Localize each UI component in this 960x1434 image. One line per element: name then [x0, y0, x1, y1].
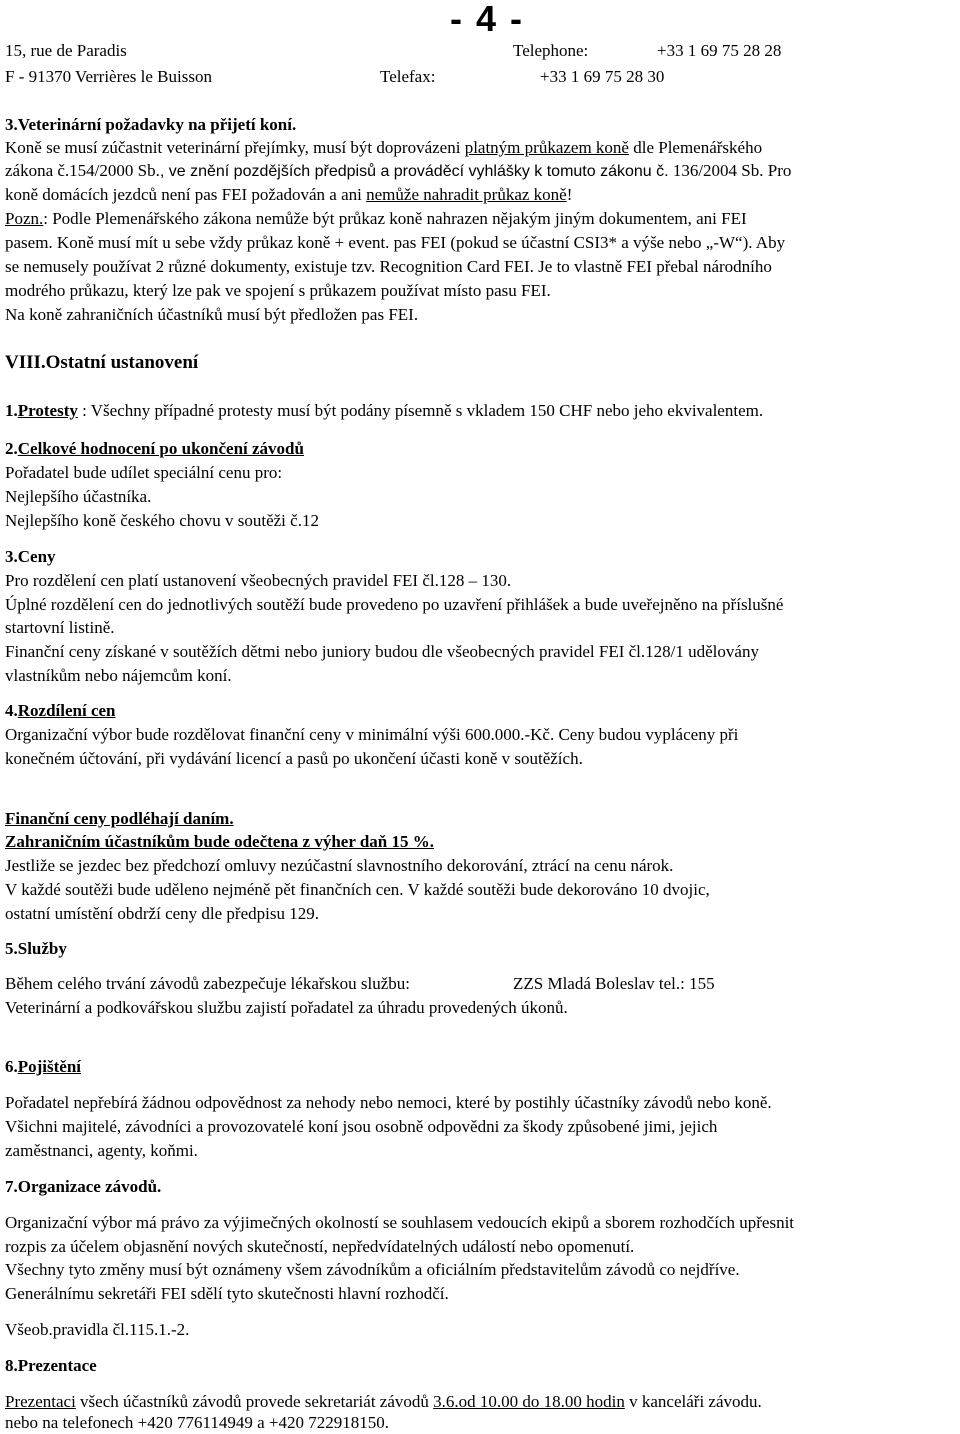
page-number: - 4 - — [450, 0, 525, 39]
protesty-line — [5, 400, 763, 422]
hodnoceni-line-2: Nejlepšího účastníka. — [5, 487, 152, 506]
rozdileni-num: 4. — [5, 701, 18, 720]
vet-line-8: Na koně zahraničních účastníků musí být předložen pas FEI. — [5, 305, 419, 324]
dane-line-5: ostatní umístění obdrží ceny dle předpisu 129. — [5, 904, 319, 923]
rozdileni-line-1: Organizační výbor bude rozdělovat finanční ceny v minimální výši 600.000.-Kč. Ceny budou vypláceny při — [5, 725, 739, 744]
prezentace-line-1d: v kanceláři závodu. — [624, 1392, 762, 1411]
pojisteni-heading — [5, 1056, 81, 1078]
vet-line-4b: : Podle Plemenářského zákona nemůže být průkaz koně nahrazen nějakým jiným dokumentem, ani FEI — [43, 209, 747, 228]
ceny-heading: 3.Ceny — [5, 547, 56, 566]
sluzby-line-1b: ZZS Mladá Boleslav tel.: 155 — [513, 974, 715, 993]
prezentace-line-1 — [5, 1391, 762, 1413]
vet-line-3c: ! — [566, 185, 573, 204]
dane-line-1: Finanční ceny podléhají daním. — [5, 809, 234, 828]
section-vet-heading: 3.Veterinární požadavky na přijetí koní. — [5, 115, 297, 134]
section-viii-heading: VIII.Ostatní ustanovení — [5, 352, 199, 373]
header-address-line2: F - 91370 Verrières le Buisson — [5, 67, 212, 86]
ceny-line-1: Pro rozdělení cen platí ustanovení všeobecných pravidel FEI čl.128 – 130. — [5, 571, 512, 590]
hodnoceni-line-1: Pořadatel bude udílet speciální cenu pro: — [5, 463, 283, 482]
vet-line-2c: 136/2004 Sb. Pro — [668, 161, 792, 180]
sluzby-heading: 5.Služby — [5, 939, 67, 958]
header-phone-label: Telephone: — [513, 41, 589, 60]
pojisteni-line-1: Pořadatel nepřebírá žádnou odpovědnost za nehody nebo nemoci, které by postihly účastníky závodů nebo koně. — [5, 1093, 772, 1112]
header-phone: +33 1 69 75 28 28 — [657, 41, 782, 60]
vet-line-1a: Koně se musí zúčastnit veterinární přejímky, musí být doprovázeni — [5, 138, 465, 157]
prezentace-heading: 8.Prezentace — [5, 1356, 97, 1375]
pojisteni-line-2: Všichni majitelé, závodníci a provozovatelé koní jsou osobně odpovědni za škody způsobené jimi, jejich — [5, 1117, 718, 1136]
hodnoceni-line-3: Nejlepšího koně českého chovu v soutěži č.12 — [5, 511, 319, 530]
vet-line-2b: , ve znění pozdějších předpisů a prováděcí vyhlášky k tomuto zákonu č. — [159, 163, 669, 180]
header-fax-label: Telefax: — [380, 67, 436, 86]
ceny-line-5: vlastníkům nebo nájemcům koní. — [5, 666, 232, 685]
pojisteni-num: 6. — [5, 1057, 18, 1076]
rozdileni-heading — [5, 700, 116, 722]
sluzby-line-1a: Během celého trvání závodů zabezpečuje lékařskou službu: — [5, 974, 410, 993]
hodnoceni-num: 2. — [5, 439, 18, 458]
ceny-line-4: Finanční ceny získané v soutěžích dětmi nebo juniory budou dle všeobecných pravidel FEI čl.128/1 udělovány — [5, 642, 759, 661]
header-address-line1: 15, rue de Paradis — [5, 41, 127, 60]
vet-line-2 — [5, 160, 791, 183]
vet-line-4 — [5, 208, 747, 230]
vet-line-1b: platným průkazem koně — [464, 138, 629, 157]
dane-line-3: Jestliže se jezdec bez předchozí omluvy nezúčastní slavnostního dekorování, ztrácí na cenu nárok. — [5, 856, 674, 875]
organizace-line-4: Generálnímu sekretáři FEI sdělí tyto skutečnosti hlavní rozhodčí. — [5, 1284, 449, 1303]
dane-line-4: V každé soutěži bude uděleno nejméně pět finančních cen. V každé soutěži bude dekorováno 10 dvojic, — [5, 880, 710, 899]
vet-line-1c: dle Plemenářského — [628, 138, 763, 157]
pojisteni-title: Pojištění — [17, 1057, 82, 1076]
protesty-text: : Všechny případné protesty musí být podány písemně s vkladem 150 CHF nebo jeho ekvivalentem. — [77, 401, 764, 420]
rozdileni-title: Rozdílení cen — [17, 701, 116, 720]
ceny-line-2: Úplné rozdělení cen do jednotlivých soutěží bude provedeno po uzavření přihlášek a bude uveřejněno na příslušné — [5, 595, 784, 614]
prezentace-line-1c: 3.6.od 10.00 do 18.00 hodin — [433, 1392, 625, 1411]
protesty-num: 1. — [5, 401, 18, 420]
vet-line-3b: nemůže nahradit průkaz koně — [366, 185, 567, 204]
vet-line-3 — [5, 184, 572, 206]
organizace-line-3: Všechny tyto změny musí být oznámeny všem závodníkům a oficiálním představitelům závodů co nejdříve. — [5, 1260, 740, 1279]
protesty-title: Protesty — [17, 401, 78, 420]
ceny-line-3: startovní listině. — [5, 618, 115, 637]
header-fax: +33 1 69 75 28 30 — [540, 67, 665, 86]
hodnoceni-heading — [5, 438, 304, 460]
vet-line-5: pasem. Koně musí mít u sebe vždy průkaz koně + event. pas FEI (pokud se účastní CSI3* a výše nebo „-W“). Aby — [5, 233, 786, 252]
vet-line-3a: koně domácích jezdců není pas FEI požadován a ani — [5, 185, 367, 204]
vet-line-2a: zákona č.154/2000 Sb. — [5, 161, 160, 180]
vet-line-6: se nemusely používat 2 různé dokumenty, existuje tzv. Recognition Card FEI. Je to vlastně FEI přebal národního — [5, 257, 772, 276]
hodnoceni-title: Celkové hodnocení po ukončení závodů — [17, 439, 304, 458]
pojisteni-line-3: zaměstnanci, agenty, koňmi. — [5, 1141, 198, 1160]
vet-note-label: Pozn. — [5, 209, 44, 228]
organizace-line-5: Všeob.pravidla čl.115.1.-2. — [5, 1320, 190, 1339]
organizace-heading: 7.Organizace závodů. — [5, 1177, 162, 1196]
organizace-line-2: rozpis za účelem objasnění nových skutečností, nepředvídatelných událostí nebo opomenutí. — [5, 1237, 635, 1256]
prezentace-line-2: nebo na telefonech +420 776114949 a +420 722918150. — [5, 1413, 389, 1432]
prezentace-line-1b: všech účastníků závodů provede sekretariát závodů — [75, 1392, 434, 1411]
rozdileni-line-2: konečném účtování, při vydávání licencí a pasů po ukončení účasti koně v soutěžích. — [5, 749, 583, 768]
organizace-line-1: Organizační výbor má právo za výjimečných okolností se souhlasem vedoucích ekipů a sborem rozhodčích upřesnit — [5, 1213, 795, 1232]
dane-line-2: Zahraničním účastníkům bude odečtena z výher daň 15 %. — [5, 832, 434, 851]
sluzby-line-2: Veterinární a podkovářskou službu zajistí pořadatel za úhradu provedených úkonů. — [5, 998, 568, 1017]
vet-line-1 — [5, 137, 762, 159]
prezentace-line-1a: Prezentaci — [5, 1392, 76, 1411]
vet-line-7: modrého průkazu, který lze pak ve spojení s průkazem používat místo pasu FEI. — [5, 281, 551, 300]
